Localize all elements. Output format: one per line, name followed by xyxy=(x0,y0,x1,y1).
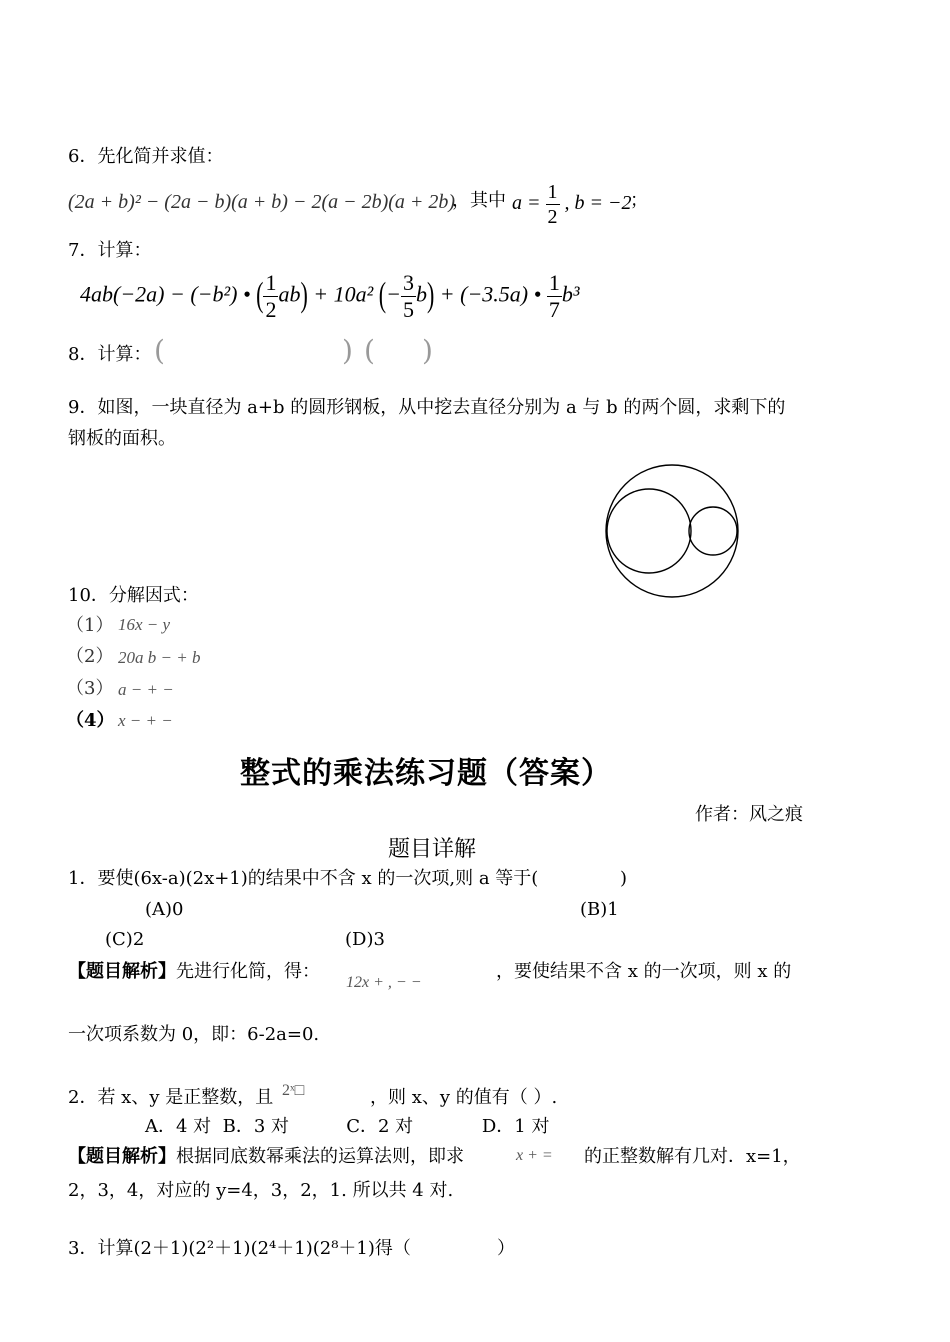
q7-part5: + (−3.5a) • xyxy=(439,281,542,307)
q7-frac3-den: 7 xyxy=(548,297,560,322)
q7-frac2-num: 3 xyxy=(402,270,414,295)
a1-option-b: (B)1 xyxy=(580,899,619,920)
author: 作者：风之痕 xyxy=(695,804,803,825)
a2-analysis xyxy=(68,1146,464,1168)
q6-condition xyxy=(512,182,632,227)
answer-title: 整式的乘法练习题（答案） xyxy=(240,756,612,791)
a2-analysis-expr: x + = xyxy=(516,1147,553,1164)
q7-part1: 4ab(−2a) − (−b²) • xyxy=(80,281,251,307)
q9-circle-figure xyxy=(602,458,742,608)
a2-analysis-label: 【题目解析】 xyxy=(68,1146,176,1167)
q7-part3: + 10a² xyxy=(313,281,374,307)
q8-label: 8．计算： xyxy=(68,344,152,365)
q10-item-1-num: （1） xyxy=(66,615,114,636)
q10-item-2-num: （2） xyxy=(66,646,114,667)
q10-item-2-expr: 20a b − + b xyxy=(118,648,201,667)
a2-question-2: ，则 x、y 的值有（ ）. xyxy=(370,1087,558,1108)
q8-bracket-close-2: ) xyxy=(422,334,433,367)
q9-outer-circle xyxy=(606,465,738,597)
q7-neg: − xyxy=(386,281,401,307)
q9-line2: 钢板的面积。 xyxy=(68,428,176,449)
a1-option-c: (C)2 xyxy=(105,929,145,950)
a1-question: 1．要使(6x-a)(2x+1)的结果中不含 x 的一次项,则 a 等于( xyxy=(68,868,539,889)
q7-frac2 xyxy=(401,272,416,321)
a3-close: ） xyxy=(497,1238,515,1259)
q7-frac2-den: 5 xyxy=(402,297,414,322)
section-title: 题目详解 xyxy=(388,837,477,862)
q6-end: ； xyxy=(630,190,648,211)
q9-circle-a xyxy=(607,489,691,573)
q7-part2: ab xyxy=(278,281,301,307)
a2-question-expr: 2ˣ□ xyxy=(282,1082,305,1099)
a1-analysis xyxy=(68,961,320,983)
q7-label: 7．计算： xyxy=(68,240,152,261)
q7-expression: 4ab(−2a) − (−b²) • ( $\frac{1}{2}$ ab) + 10a² (− $\frac{3}{5}$ b) + (−3.5a) • $\frac{1}{7}$ b³ xyxy=(80,270,580,322)
a3-question: 3．计算(2＋1)(2²＋1)(2⁴＋1)(2⁸＋1)得（ xyxy=(68,1238,411,1259)
q7-frac1-num: 1 xyxy=(265,270,277,295)
q7-frac3-num: 1 xyxy=(548,270,560,295)
a2-analysis-text3: 2，3，4，对应的 y=4，3，2，1. 所以共 4 对. xyxy=(68,1180,454,1201)
q7-part4: b xyxy=(415,281,427,307)
q9-line1: 9．如图，一块直径为 a+b 的圆形钢板，从中挖去直径分别为 a 与 b 的两个圆，求剩下的 xyxy=(68,397,786,418)
a2-analysis-text1: 根据同底数幂乘法的运算法则，即求 xyxy=(176,1146,464,1167)
a2-analysis-text2: 的正整数解有几对．x=1， xyxy=(584,1146,801,1167)
a1-close: ) xyxy=(620,868,628,889)
a1-analysis-text3: 一次项系数为 0，即：6-2a=0. xyxy=(68,1024,320,1045)
q7-frac1-den: 2 xyxy=(265,297,277,322)
q6-half-den: 2 xyxy=(547,206,558,228)
q10-item-4-expr: x − + − xyxy=(118,711,173,730)
a1-analysis-text1: 先进行化简，得： xyxy=(176,961,320,982)
q6-half-num: 1 xyxy=(547,181,558,203)
q10-item-1-expr: 16x − y xyxy=(118,615,171,634)
q6-expression: (2a + b)² − (2a − b)(a + b) − 2(a − 2b)(a + 2b) xyxy=(68,191,456,213)
a1-analysis-label: 【题目解析】 xyxy=(68,961,176,982)
q10-item-3-expr: a − + − xyxy=(118,680,174,699)
a2-options: A．4 对 B．3 对 C．2 对 D．1 对 xyxy=(145,1116,550,1137)
q9-circle-b xyxy=(689,507,737,555)
q7-frac3 xyxy=(547,272,562,321)
q6-half-fraction xyxy=(546,182,560,227)
q6-condition-text: ，其中 xyxy=(452,190,506,211)
q6-cond-b: , b = −2 xyxy=(564,192,632,215)
a1-option-a: (A)0 xyxy=(145,899,184,920)
q6-cond-a: a = xyxy=(512,192,541,215)
q10-item-4-num: （4） xyxy=(66,710,115,731)
q8-bracket-open-2: ( xyxy=(364,334,375,367)
q8-bracket-open-1: ( xyxy=(154,334,165,367)
q7-part6: b³ xyxy=(561,281,580,307)
q7-frac1 xyxy=(263,272,278,321)
q10-item-3-num: （3） xyxy=(66,678,114,699)
a1-analysis-text2: ，要使结果不含 x 的一次项，则 x 的 xyxy=(496,961,792,982)
a1-analysis-expr: 12x + , − − xyxy=(346,974,422,991)
q8-bracket-close-1: ) xyxy=(342,334,353,367)
a2-question-1: 2．若 x、y 是正整数，且 xyxy=(68,1087,274,1108)
q6-label: 6．先化简并求值： xyxy=(68,146,224,167)
q10-label: 10．分解因式： xyxy=(68,585,199,606)
a1-option-d: (D)3 xyxy=(345,929,385,950)
